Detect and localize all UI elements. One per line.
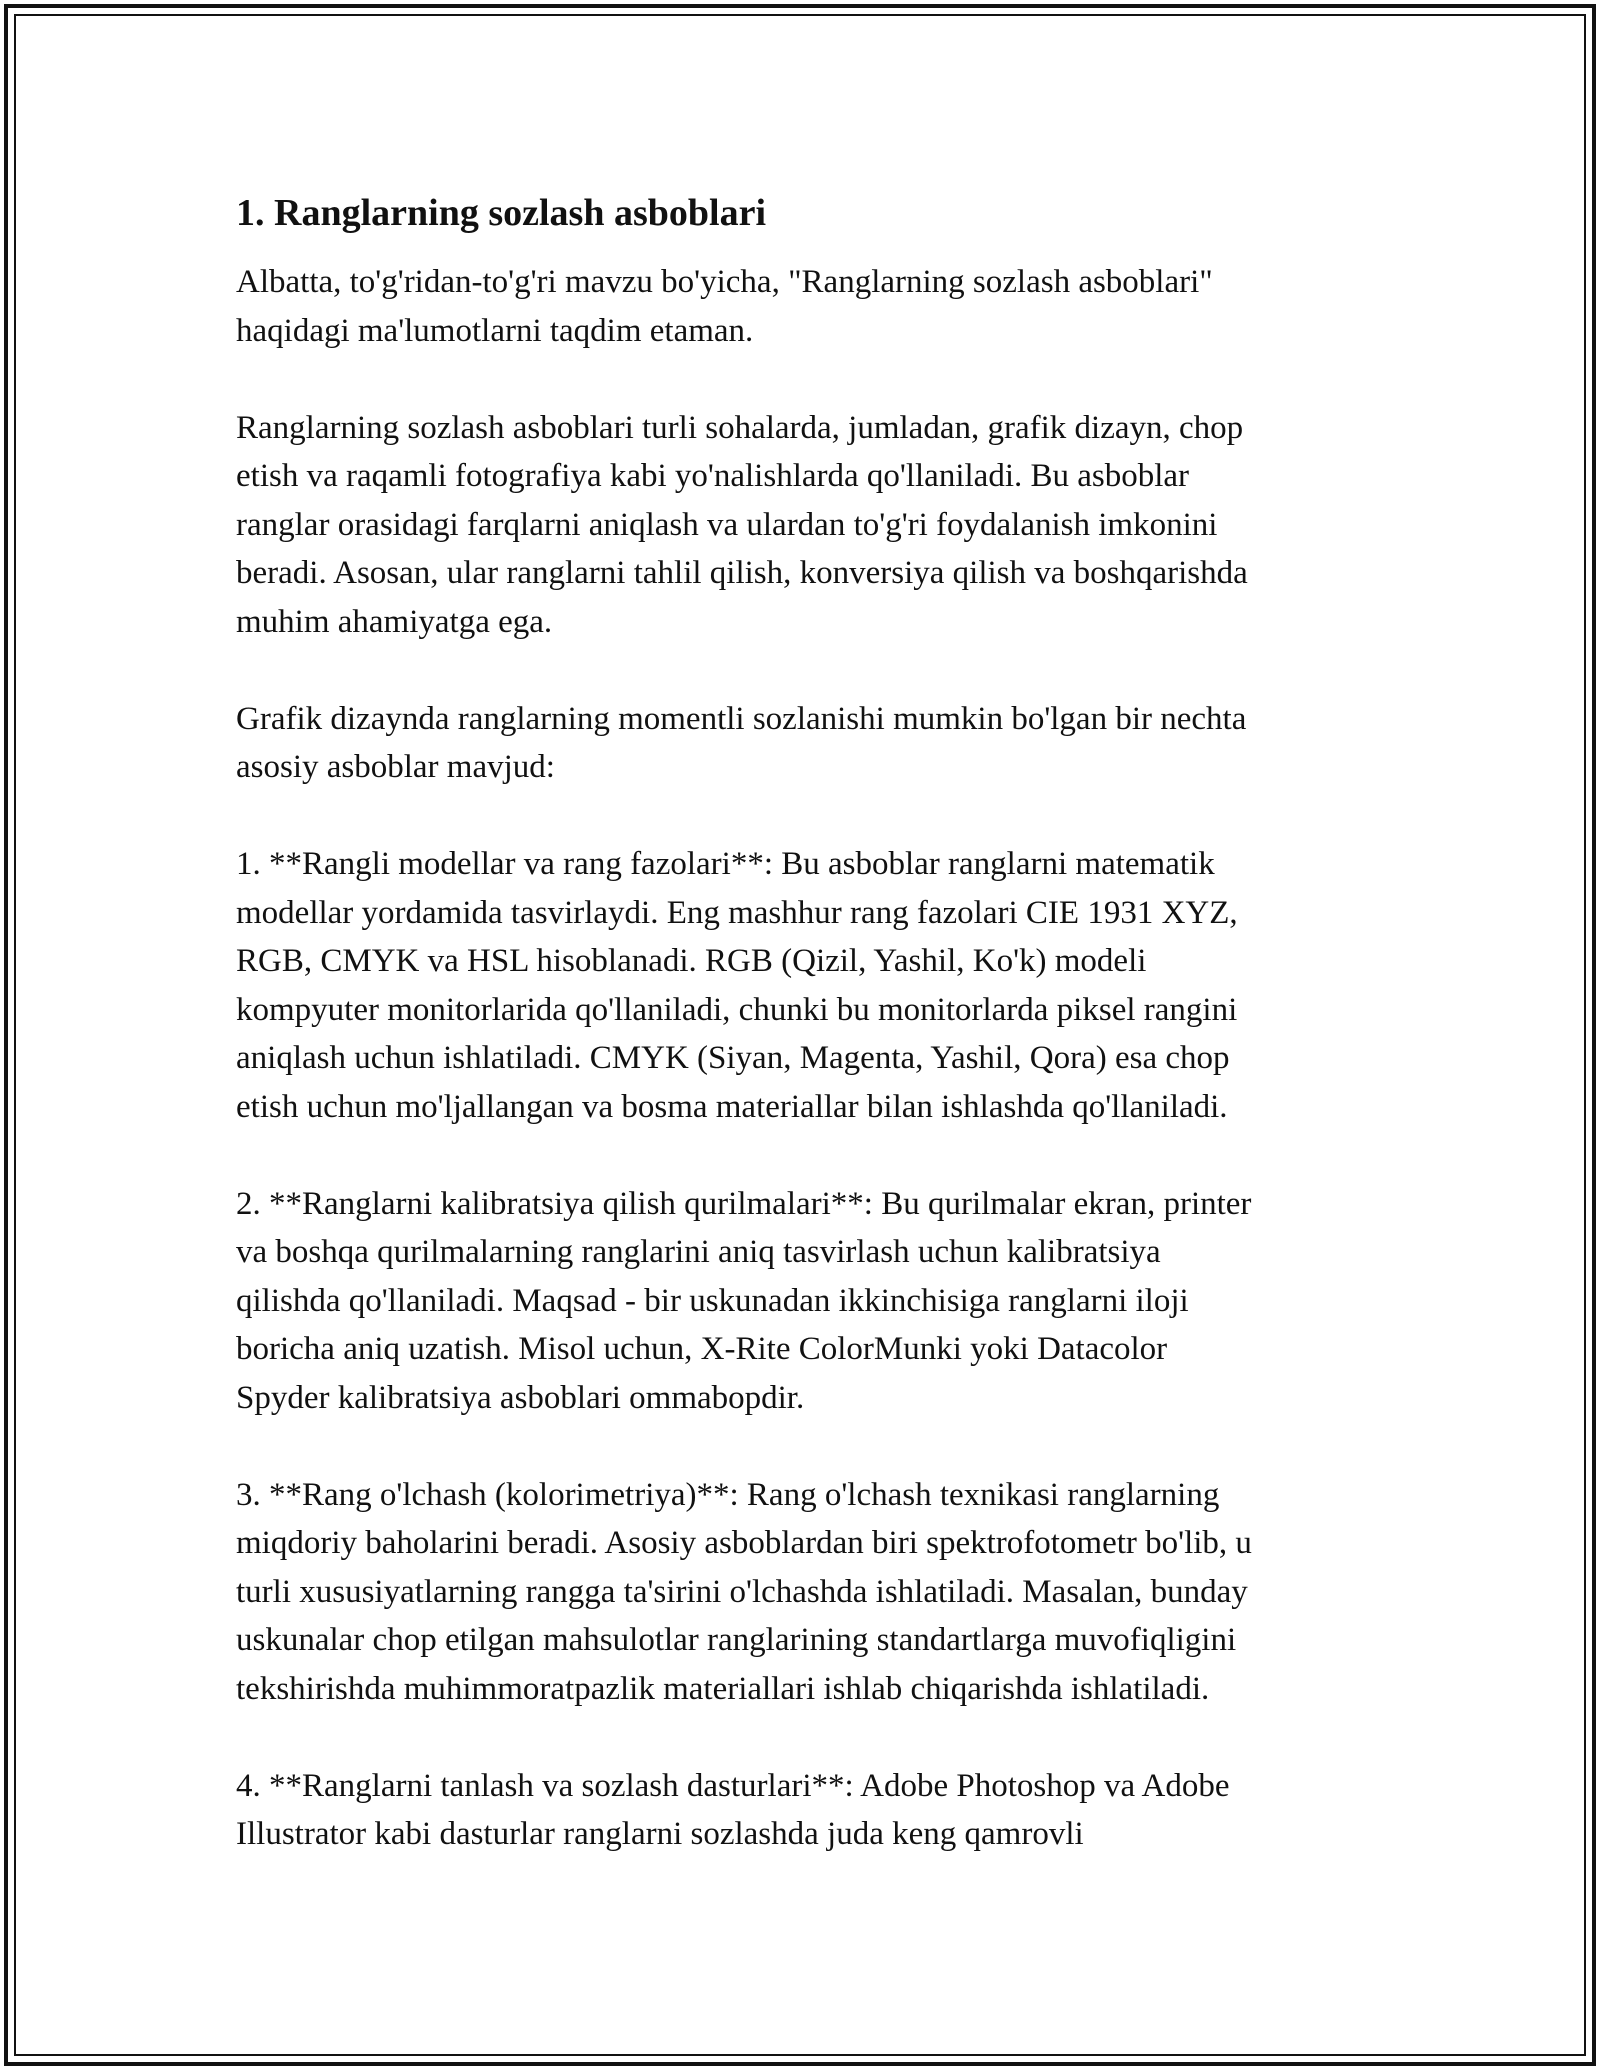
document-body (236, 188, 1386, 1859)
paragraph-item-4: 4. **Ranglarni tanlash va sozlash dasturlari**: Adobe Photoshop va Adobe Illustrator kabi dasturlar ranglarni sozlashda juda keng qamrovli (236, 1767, 1230, 1852)
paragraph-tools-lead: Grafik dizaynda ranglarning momentli sozlanishi mumkin bo'lgan bir nechta asosiy asboblar mavjud: (236, 700, 1247, 785)
paragraph-overview: Ranglarning sozlash asboblari turli sohalarda, jumladan, grafik dizayn, chop etish va raqamli fotografiya kabi yo'nalishlarda qo'llaniladi. Bu asboblar ranglar orasidagi farqlarni aniqlash va ulardan to'g'ri foydalanish imkonini beradi. Asosan, ular ranglarni tahlil qilish, konversiya qilish va boshqarishda muhim ahamiyatga ega. (236, 409, 1248, 640)
document-title: 1. Ranglarning sozlash asboblari (236, 192, 766, 234)
paragraph-item-1: 1. **Rangli modellar va rang fazolari**: Bu asboblar ranglarni matematik modellar yordamida tasvirlaydi. Eng mashhur rang fazolari CIE 1931 XYZ, RGB, CMYK va HSL hisoblanadi. RGB (Qizil, Yashil, Ko'k) modeli kompyuter monitorlarida qo'llaniladi, chunki bu monitorlarda piksel rangini aniqlash uchun ishlatiladi. CMYK (Siyan, Magenta, Yashil, Qora) esa chop etish uchun mo'ljallangan va bosma materiallar bilan ishlashda qo'llaniladi. (236, 846, 1238, 1125)
paragraph-item-2: 2. **Ranglarni kalibratsiya qilish qurilmalari**: Bu qurilmalar ekran, printer va boshqa qurilmalarning ranglarini aniq tasvirlash uchun kalibratsiya qilishda qo'llaniladi. Maqsad - bir uskunadan ikkinchisiga ranglarni iloji boricha aniq uzatish. Misol uchun, X-Rite ColorMunki yoki Datacolor Spyder kalibratsiya asboblari ommabopdir. (236, 1185, 1252, 1416)
paragraph-intro: Albatta, to'g'ridan-to'g'ri mavzu bo'yicha, "Ranglarning sozlash asboblari" haqidagi ma'lumotlarni taqdim etaman. (236, 264, 1213, 349)
paragraph-item-3: 3. **Rang o'lchash (kolorimetriya)**: Rang o'lchash texnikasi ranglarning miqdoriy baholarini beradi. Asosiy asboblardan biri spektrofotometr bo'lib, u turli xususiyatlarning rangga ta'sirini o'lchashda ishlatiladi. Masalan, bunday uskunalar chop etilgan mahsulotlar ranglarining standartlarga muvofiqligini tekshirishda muhimmoratpazlik materiallari ishlab chiqarishda ishlatiladi. (236, 1476, 1252, 1707)
